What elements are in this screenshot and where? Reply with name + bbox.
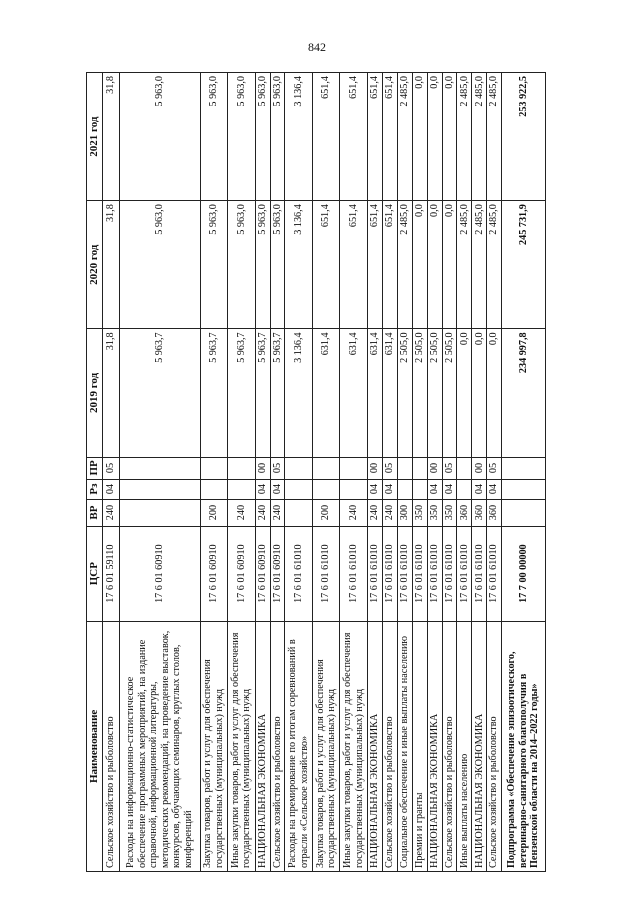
table-row xyxy=(103,73,120,872)
cell-vr: 200 xyxy=(312,499,340,526)
cell-vr: 240 xyxy=(103,499,120,526)
cell-2021: 651,4 xyxy=(312,73,340,201)
cell-2020: 0,0 xyxy=(412,201,427,329)
cell-csr: 17 6 01 61010 xyxy=(368,526,383,621)
cell-csr: 17 6 01 61010 xyxy=(285,526,313,621)
cell-csr: 17 6 01 61010 xyxy=(472,526,487,621)
cell-pr xyxy=(285,457,313,479)
cell-rz xyxy=(285,479,313,499)
cell-csr: 17 6 01 60910 xyxy=(228,526,256,621)
cell-csr: 17 6 01 61010 xyxy=(457,526,472,621)
cell-pr: 00 xyxy=(255,457,270,479)
cell-csr: 17 6 01 61010 xyxy=(397,526,412,621)
cell-2019: 2 505,0 xyxy=(442,329,457,457)
cell-name: НАЦИОНАЛЬНАЯ ЭКОНОМИКА xyxy=(255,621,270,871)
cell-2021: 3 136,4 xyxy=(285,73,313,201)
cell-2019: 5 963,7 xyxy=(270,329,285,457)
cell-pr xyxy=(340,457,368,479)
cell-pr: 05 xyxy=(270,457,285,479)
cell-csr: 17 6 01 61010 xyxy=(442,526,457,621)
cell-csr: 17 6 01 60910 xyxy=(270,526,285,621)
cell-pr: 05 xyxy=(382,457,397,479)
cell-pr: 05 xyxy=(103,457,120,479)
cell-rz xyxy=(457,479,472,499)
table-row xyxy=(285,73,313,872)
cell-vr: 360 xyxy=(457,499,472,526)
cell-2019: 5 963,7 xyxy=(200,329,228,457)
cell-name: Социальное обеспечение и иные выплаты населению xyxy=(397,621,412,871)
cell-2020: 651,4 xyxy=(368,201,383,329)
cell-2021: 651,4 xyxy=(340,73,368,201)
cell-vr: 240 xyxy=(368,499,383,526)
cell-2021: 2 485,0 xyxy=(487,73,502,201)
cell-rz: 04 xyxy=(382,479,397,499)
cell-vr: 200 xyxy=(200,499,228,526)
cell-name: НАЦИОНАЛЬНАЯ ЭКОНОМИКА xyxy=(427,621,442,871)
cell-2021: 31,8 xyxy=(103,73,120,201)
cell-csr: 17 6 01 61010 xyxy=(412,526,427,621)
cell-pr: 05 xyxy=(487,457,502,479)
cell-2020: 5 963,0 xyxy=(200,201,228,329)
cell-pr: 00 xyxy=(368,457,383,479)
cell-2020: 245 731,9 xyxy=(502,201,546,329)
cell-name: Иные закупки товаров, работ и услуг для обеспечения государственных (муниципальных) нужд xyxy=(340,621,368,871)
cell-2021: 2 485,0 xyxy=(472,73,487,201)
cell-2020: 31,8 xyxy=(103,201,120,329)
cell-2021: 651,4 xyxy=(368,73,383,201)
cell-2021: 5 963,0 xyxy=(120,73,200,201)
header-2019: 2019 год xyxy=(87,329,103,457)
cell-vr: 240 xyxy=(382,499,397,526)
cell-rz: 04 xyxy=(442,479,457,499)
cell-csr: 17 6 01 60910 xyxy=(255,526,270,621)
cell-rz xyxy=(120,479,200,499)
cell-2019: 31,8 xyxy=(103,329,120,457)
table-row xyxy=(502,73,546,872)
cell-csr: 17 6 01 60910 xyxy=(200,526,228,621)
cell-2021: 0,0 xyxy=(442,73,457,201)
cell-2019: 631,4 xyxy=(340,329,368,457)
cell-rz: 04 xyxy=(270,479,285,499)
cell-pr xyxy=(200,457,228,479)
cell-2020: 5 963,0 xyxy=(120,201,200,329)
cell-name: Сельское хозяйство и рыболовство xyxy=(103,621,120,871)
cell-csr: 17 6 01 61010 xyxy=(312,526,340,621)
cell-2020: 5 963,0 xyxy=(228,201,256,329)
cell-vr: 240 xyxy=(228,499,256,526)
table-row xyxy=(228,73,256,872)
cell-vr: 350 xyxy=(427,499,442,526)
table-row xyxy=(397,73,412,872)
cell-2019: 2 505,0 xyxy=(427,329,442,457)
cell-pr xyxy=(457,457,472,479)
table-row xyxy=(270,73,285,872)
cell-2019: 3 136,4 xyxy=(285,329,313,457)
header-2021: 2021 год xyxy=(87,73,103,201)
cell-rz xyxy=(200,479,228,499)
table-row xyxy=(457,73,472,872)
cell-pr xyxy=(412,457,427,479)
header-pr: ПР xyxy=(87,457,103,479)
cell-name: НАЦИОНАЛЬНАЯ ЭКОНОМИКА xyxy=(472,621,487,871)
cell-2021: 2 485,0 xyxy=(457,73,472,201)
table-row xyxy=(487,73,502,872)
budget-table xyxy=(86,72,546,872)
cell-rz xyxy=(340,479,368,499)
cell-2021: 0,0 xyxy=(427,73,442,201)
cell-2019: 631,4 xyxy=(382,329,397,457)
cell-rz: 04 xyxy=(487,479,502,499)
cell-pr: 00 xyxy=(427,457,442,479)
cell-2019: 0,0 xyxy=(487,329,502,457)
cell-vr: 300 xyxy=(397,499,412,526)
cell-pr: 00 xyxy=(472,457,487,479)
cell-rz xyxy=(397,479,412,499)
cell-2020: 2 485,0 xyxy=(397,201,412,329)
cell-rz xyxy=(228,479,256,499)
cell-2020: 2 485,0 xyxy=(457,201,472,329)
cell-2019: 5 963,7 xyxy=(255,329,270,457)
cell-2021: 5 963,0 xyxy=(228,73,256,201)
cell-2021: 5 963,0 xyxy=(200,73,228,201)
table-row xyxy=(255,73,270,872)
table-row xyxy=(442,73,457,872)
cell-name: Сельское хозяйство и рыболовство xyxy=(270,621,285,871)
cell-2020: 651,4 xyxy=(340,201,368,329)
page-number: 842 xyxy=(308,40,326,54)
cell-pr xyxy=(228,457,256,479)
cell-2019: 5 963,7 xyxy=(228,329,256,457)
table-row xyxy=(340,73,368,872)
table-row xyxy=(427,73,442,872)
cell-2021: 5 963,0 xyxy=(255,73,270,201)
header-rz: Рз xyxy=(87,479,103,499)
cell-2021: 5 963,0 xyxy=(270,73,285,201)
cell-csr: 17 6 01 59110 xyxy=(103,526,120,621)
cell-name: Сельское хозяйство и рыболовство xyxy=(442,621,457,871)
cell-2019: 2 505,0 xyxy=(412,329,427,457)
table-row xyxy=(472,73,487,872)
cell-pr xyxy=(397,457,412,479)
cell-rz xyxy=(312,479,340,499)
cell-2019: 234 997,8 xyxy=(502,329,546,457)
cell-2021: 651,4 xyxy=(382,73,397,201)
cell-name: Закупка товаров, работ и услуг для обеспечения государственных (муниципальных) нужд xyxy=(200,621,228,871)
cell-vr xyxy=(502,499,546,526)
cell-csr: 17 6 01 60910 xyxy=(120,526,200,621)
cell-vr xyxy=(120,499,200,526)
cell-csr: 17 6 01 61010 xyxy=(487,526,502,621)
table-body xyxy=(103,73,546,872)
table-row xyxy=(312,73,340,872)
cell-name: Сельское хозяйство и рыболовство xyxy=(382,621,397,871)
table-row xyxy=(200,73,228,872)
cell-csr: 17 7 00 00000 xyxy=(502,526,546,621)
cell-2020: 3 136,4 xyxy=(285,201,313,329)
cell-pr xyxy=(312,457,340,479)
cell-csr: 17 6 01 61010 xyxy=(382,526,397,621)
cell-csr: 17 6 01 61010 xyxy=(340,526,368,621)
header-name: Наименование xyxy=(87,621,103,871)
table-header-row xyxy=(87,73,103,872)
cell-2020: 651,4 xyxy=(312,201,340,329)
cell-2021: 253 922,5 xyxy=(502,73,546,201)
cell-name: Закупка товаров, работ и услуг для обеспечения государственных (муниципальных) нужд xyxy=(312,621,340,871)
cell-name: Сельское хозяйство и рыболовство xyxy=(487,621,502,871)
cell-pr xyxy=(120,457,200,479)
cell-2019: 631,4 xyxy=(312,329,340,457)
cell-2019: 631,4 xyxy=(368,329,383,457)
cell-2021: 2 485,0 xyxy=(397,73,412,201)
cell-2020: 5 963,0 xyxy=(270,201,285,329)
cell-pr xyxy=(502,457,546,479)
cell-name: Иные выплаты населению xyxy=(457,621,472,871)
rotated-table-frame xyxy=(86,72,546,872)
cell-2020: 5 963,0 xyxy=(255,201,270,329)
cell-rz: 04 xyxy=(103,479,120,499)
cell-rz: 04 xyxy=(368,479,383,499)
table-row xyxy=(120,73,200,872)
cell-rz: 04 xyxy=(427,479,442,499)
table-row xyxy=(412,73,427,872)
cell-name: Подпрограмма «Обеспечение эпизоотического, ветеринарно-санитарного благополучия в Пензенской области на 2014–2022 годы» xyxy=(502,621,546,871)
cell-vr: 350 xyxy=(412,499,427,526)
cell-vr: 240 xyxy=(255,499,270,526)
cell-vr: 360 xyxy=(472,499,487,526)
cell-2019: 5 963,7 xyxy=(120,329,200,457)
cell-2020: 0,0 xyxy=(427,201,442,329)
cell-2020: 651,4 xyxy=(382,201,397,329)
table-row xyxy=(368,73,383,872)
cell-name: Иные закупки товаров, работ и услуг для обеспечения государственных (муниципальных) нужд xyxy=(228,621,256,871)
header-vr: ВР xyxy=(87,499,103,526)
cell-name: Расходы на премирование по итогам соревнований в отрасли «Сельское хозяйство» xyxy=(285,621,313,871)
cell-vr xyxy=(285,499,313,526)
cell-vr: 240 xyxy=(270,499,285,526)
header-2020: 2020 год xyxy=(87,201,103,329)
header-csr: ЦСР xyxy=(87,526,103,621)
table-row xyxy=(382,73,397,872)
cell-2020: 0,0 xyxy=(442,201,457,329)
cell-2020: 2 485,0 xyxy=(472,201,487,329)
cell-2020: 2 485,0 xyxy=(487,201,502,329)
cell-rz: 04 xyxy=(255,479,270,499)
cell-rz xyxy=(502,479,546,499)
cell-2019: 0,0 xyxy=(457,329,472,457)
cell-vr: 350 xyxy=(442,499,457,526)
cell-pr: 05 xyxy=(442,457,457,479)
cell-2019: 2 505,0 xyxy=(397,329,412,457)
cell-2021: 0,0 xyxy=(412,73,427,201)
cell-name: НАЦИОНАЛЬНАЯ ЭКОНОМИКА xyxy=(368,621,383,871)
cell-vr: 360 xyxy=(487,499,502,526)
cell-rz: 04 xyxy=(472,479,487,499)
cell-csr: 17 6 01 61010 xyxy=(427,526,442,621)
cell-vr: 240 xyxy=(340,499,368,526)
cell-2019: 0,0 xyxy=(472,329,487,457)
cell-name: Премии и гранты xyxy=(412,621,427,871)
cell-name: Расходы на информационно-статистическое обеспечение программных мероприятий, на издание справочной, информационной литературы, методических рекомендаций, на проведение выставок, конкурсов, обучающих семинаров, круглых столов, конференций xyxy=(120,621,200,871)
cell-rz xyxy=(412,479,427,499)
